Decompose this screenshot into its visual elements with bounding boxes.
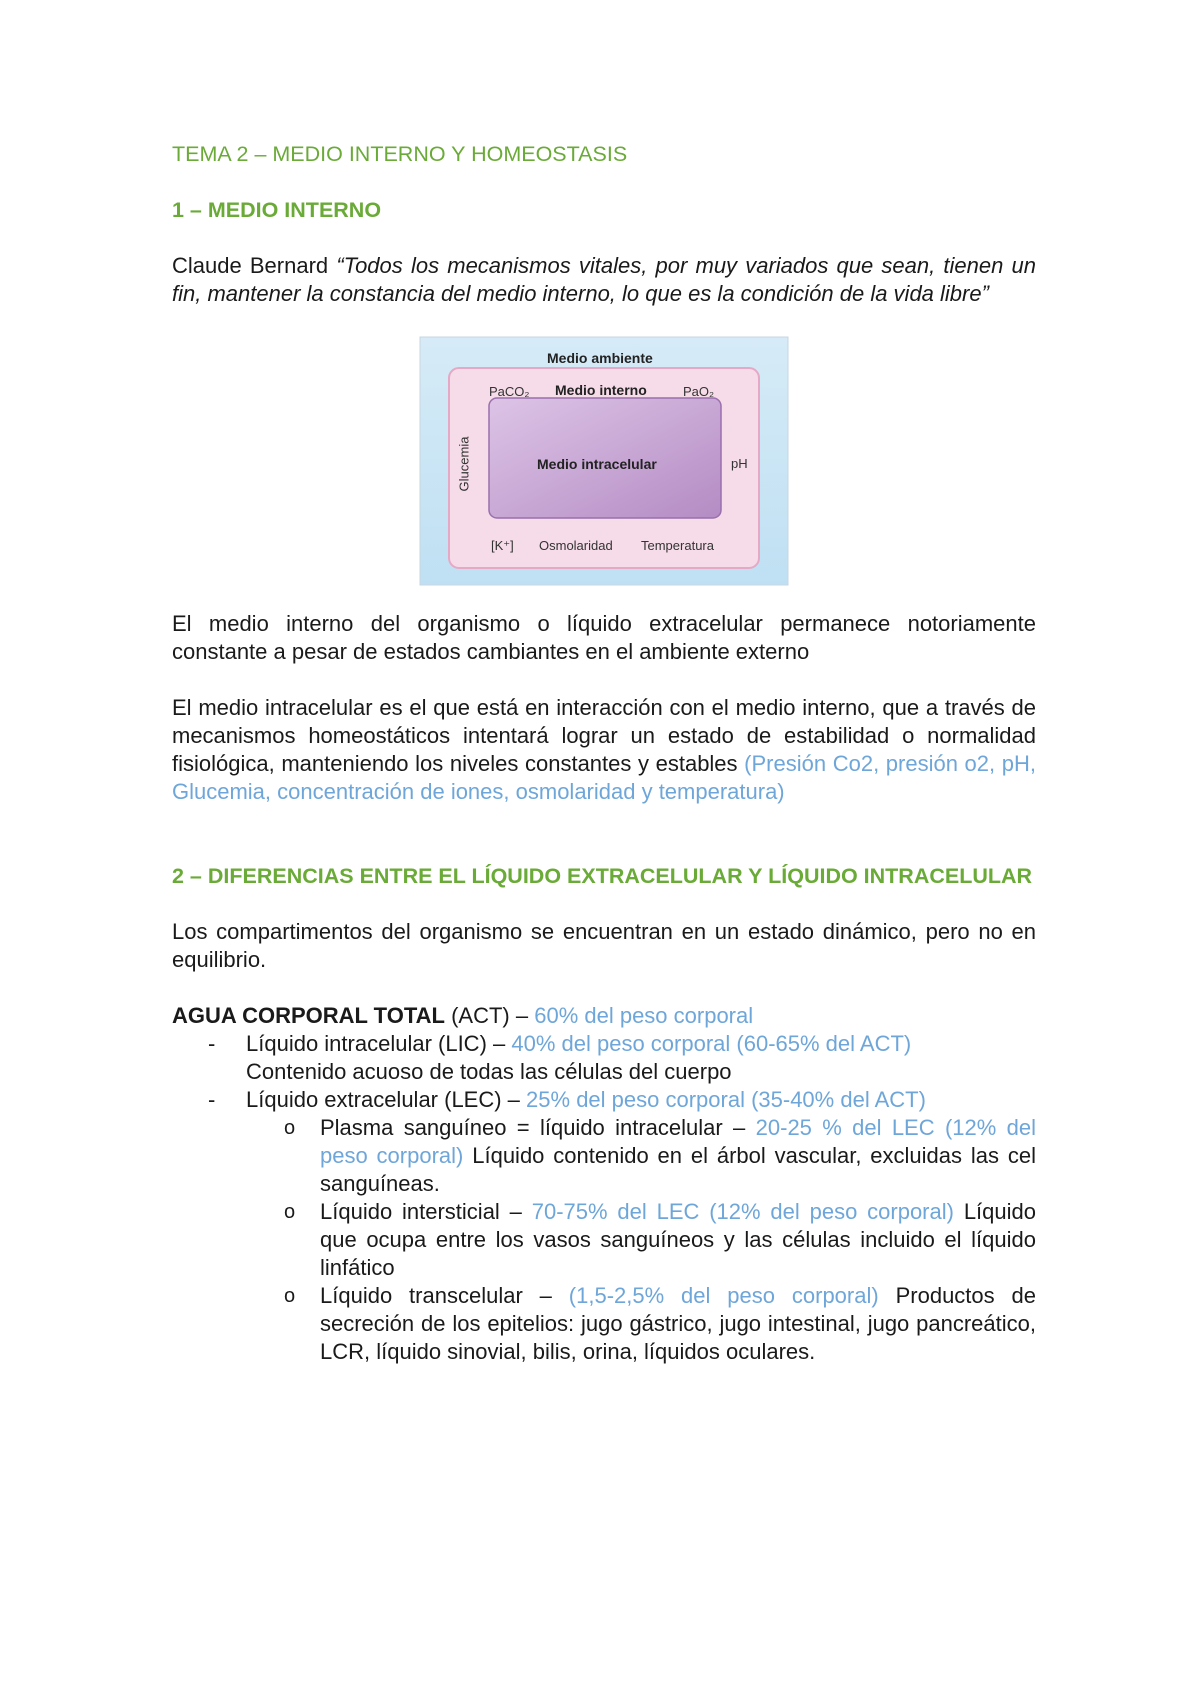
lec-blue: 25% del peso corporal (35-40% del ACT) [526,1087,926,1112]
label-k: [K⁺] [491,538,514,553]
quote-text: “Todos los mecanismos vitales, por muy variados que sean, tienen un fin, mantener la constancia del medio interno, lo que es la condición de la vida libre” [172,253,1036,306]
dash-bullet: - [208,1087,216,1112]
document-content [172,140,1036,1366]
bernard-quote [172,252,1036,308]
label-glucemia: Glucemia [456,436,472,492]
circle-bullet: o [284,1201,296,1223]
p2-blue-list: (Presión Co2, presión o2, pH, Glucemia, concentración de iones, osmolaridad y temperatura) [172,751,1036,804]
label-temperatura: Temperatura [641,538,714,553]
p2-text: El medio intracelular es el que está en interacción con el medio interno, que a través de mecanismos homeostáticos intentará lograr un estado de estabilidad o normalidad fisiológica, manteniendo los niveles constantes y estables [172,695,1036,776]
plasma-text: Plasma sanguíneo = líquido intracelular – [320,1115,746,1140]
trans-text: Líquido transcelular – [320,1283,552,1308]
label-medio-interno: Medio interno [555,382,647,398]
medio-interno-diagram [419,336,789,586]
list-item-intersticial [246,1198,1036,1282]
act-bold: AGUA CORPORAL TOTAL [172,1003,445,1028]
sub-list [246,1114,1036,1366]
lic-blue: 40% del peso corporal (60-65% del ACT) [511,1031,912,1056]
dash-list [172,1030,1036,1366]
quote-author: Claude Bernard [172,253,329,278]
label-medio-intracelular: Medio intracelular [537,456,657,472]
plasma-blue: 20-25 % del LEC (12% del peso corporal) [320,1115,1036,1168]
list-item-plasma [246,1114,1036,1198]
spacer [172,834,1036,862]
act-blue: 60% del peso corporal [534,1003,754,1028]
paragraph-medio-intracelular [172,694,1036,806]
circle-bullet: o [284,1285,296,1307]
label-ph: pH [731,456,748,471]
label-paco2: PaCO₂ [489,384,530,399]
lec-text: Líquido extracelular (LEC) – [246,1087,520,1112]
paragraph-compartimentos: Los compartimentos del organismo se encuentran en un estado dinámico, pero no en equilibrio. [172,919,1036,972]
trans-desc: Productos de secreción de los epitelios: jugo gástrico, jugo intestinal, jugo pancreático, LCR, líquido sinovial, bilis, orina, líquidos oculares. [320,1283,1036,1364]
list-item-transcelular [246,1282,1036,1366]
label-osmolaridad: Osmolaridad [539,538,613,553]
inter-desc: Líquido que ocupa entre los vasos sanguíneos y las células incluido el líquido linfático [320,1199,1036,1280]
list-item-lic [172,1030,1036,1086]
lic-desc: Contenido acuoso de todas las células del cuerpo [246,1059,732,1084]
section-2-heading: 2 – DIFERENCIAS ENTRE EL LÍQUIDO EXTRACELULAR Y LÍQUIDO INTRACELULAR [172,864,1033,888]
plasma-desc: Líquido contenido en el árbol vascular, excluidas las cel sanguíneas. [320,1143,1036,1196]
label-pao2: PaO₂ [683,384,715,399]
figure-wrapper [172,336,1036,586]
circle-bullet: o [284,1117,296,1139]
list-item-lec [172,1086,1036,1366]
paragraph-medio-interno: El medio interno del organismo o líquido extracelular permanece notoriamente constante a pesar de estados cambiantes en el ambiente externo [172,611,1036,664]
section-1-heading: 1 – MEDIO INTERNO [172,198,382,222]
inter-blue: 70-75% del LEC (12% del peso corporal) [531,1199,954,1224]
trans-blue: (1,5-2,5% del peso corporal) [568,1283,879,1308]
act-line [172,1002,1036,1030]
inter-text: Líquido intersticial – [320,1199,522,1224]
dash-bullet: - [208,1031,216,1056]
document-title: TEMA 2 – MEDIO INTERNO Y HOMEOSTASIS [172,142,628,166]
act-rest: (ACT) – [451,1003,529,1028]
label-medio-ambiente: Medio ambiente [547,350,653,366]
lic-text: Líquido intracelular (LIC) – [246,1031,506,1056]
